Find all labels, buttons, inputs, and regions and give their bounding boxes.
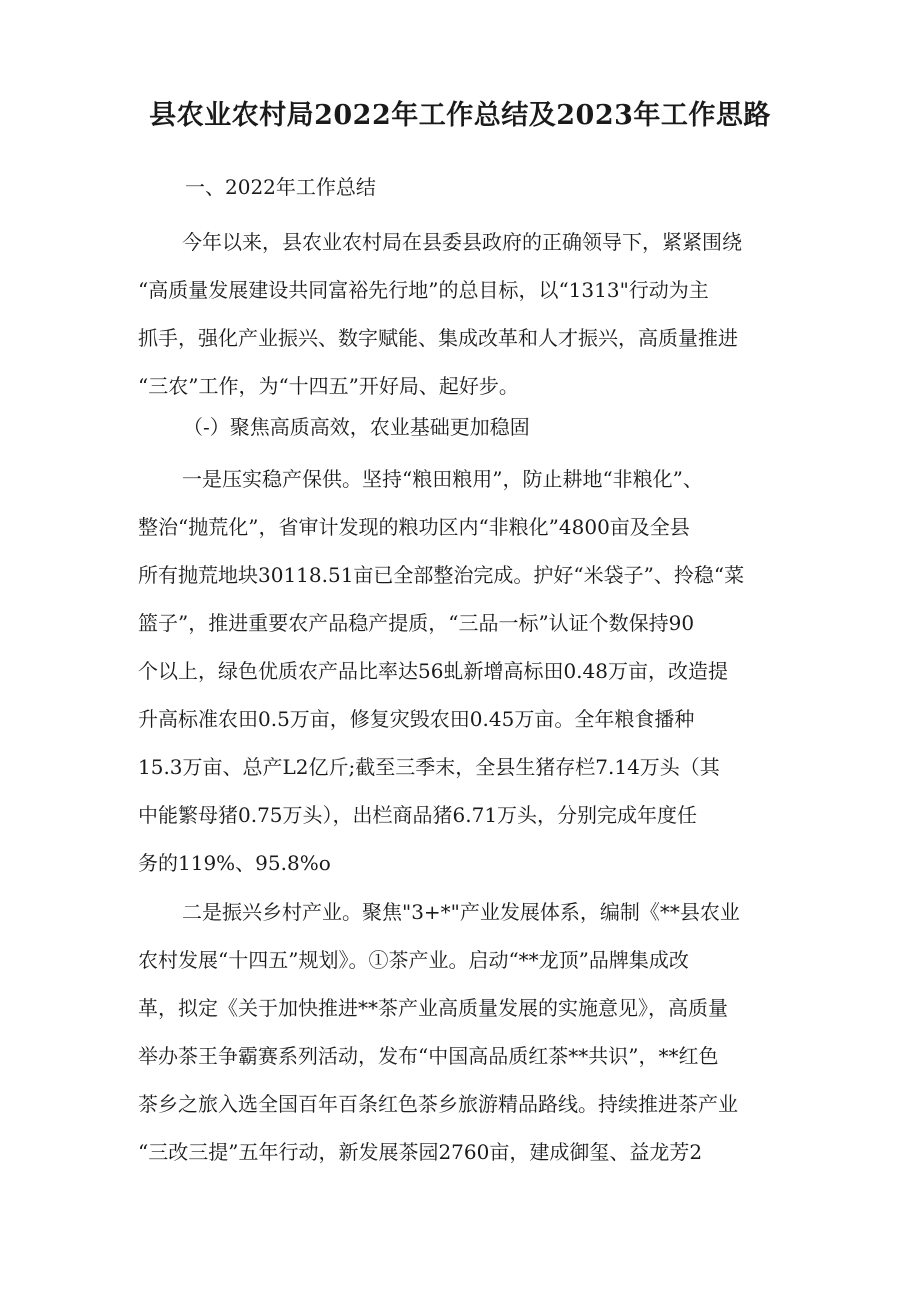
subsection-heading-agriculture-foundation: （-）聚焦高质高效，农业基础更加稳固	[183, 415, 530, 439]
paragraph-stable-supply	[138, 455, 798, 887]
paragraph-line: 革，拟定《关于加快推进**茶产业高质量发展的实施意见》，高质量	[138, 996, 728, 1020]
paragraph-line: 个以上，绿色优质农产品比率达56虬新增高标田0.48万亩，改造提	[138, 659, 728, 683]
paragraph-line: “三农”工作，为“十四五”开好局、起好步。	[138, 374, 519, 398]
paragraph-line: 所有抛荒地块30118.51亩已全部整治完成。护好“米袋子”、拎稳“菜	[138, 563, 745, 587]
paragraph-line: 篮子”，推进重要农产品稳产提质，“三品一标”认证个数保持90	[138, 611, 695, 635]
paragraph-line: 二是振兴乡村产业。聚焦"3+*"产业发展体系，编制《**县农业	[182, 900, 740, 924]
paragraph-rural-industry	[138, 888, 798, 1176]
paragraph-line: 升高标准农田0.5万亩，修复灾毁农田0.45万亩。全年粮食播种	[138, 707, 695, 731]
paragraph-line: 茶乡之旅入选全国百年百条红色茶乡旅游精品路线。持续推进茶产业	[138, 1092, 738, 1116]
paragraph-line: “高质量发展建设共同富裕先行地”的总目标，以“1313"行动为主	[138, 278, 709, 302]
paragraph-line: 抓手，强化产业振兴、数字赋能、集成改革和人才振兴，高质量推进	[138, 326, 738, 350]
section-heading-2022-summary: 一、2022年工作总结	[185, 175, 376, 199]
paragraph-line: 农村发展“十四五”规划》。①茶产业。启动“**龙顶”品牌集成改	[138, 948, 689, 972]
paragraph-line: 务的119%、95.8%o	[138, 851, 331, 875]
paragraph-line: 中能繁母猪0.75万头），出栏商品猪6.71万头，分别完成年度任	[138, 803, 698, 827]
paragraph-line: 整治“抛荒化”，省审计发现的粮功区内“非粮化”4800亩及全县	[138, 515, 690, 539]
paragraph-line: 一是压实稳产保供。坚持“粮田粮用”，防止耕地“非粮化”、	[182, 467, 703, 491]
document-title: 县农业农村局2022年工作总结及2023年工作思路	[149, 100, 771, 131]
paragraph-line: “三改三提”五年行动，新发展茶园2760亩，建成御玺、益龙芳2	[138, 1140, 703, 1164]
paragraph-line: 今年以来，县农业农村局在县委县政府的正确领导下，紧紧围绕	[182, 230, 742, 254]
intro-paragraph	[138, 218, 798, 410]
paragraph-line: 举办茶王争霸赛系列活动，发布“中国高品质红茶**共识”，**红色	[138, 1044, 719, 1068]
paragraph-line: 15.3万亩、总产L2亿斤;截至三季末，全县生猪存栏7.14万头（其	[138, 755, 720, 779]
